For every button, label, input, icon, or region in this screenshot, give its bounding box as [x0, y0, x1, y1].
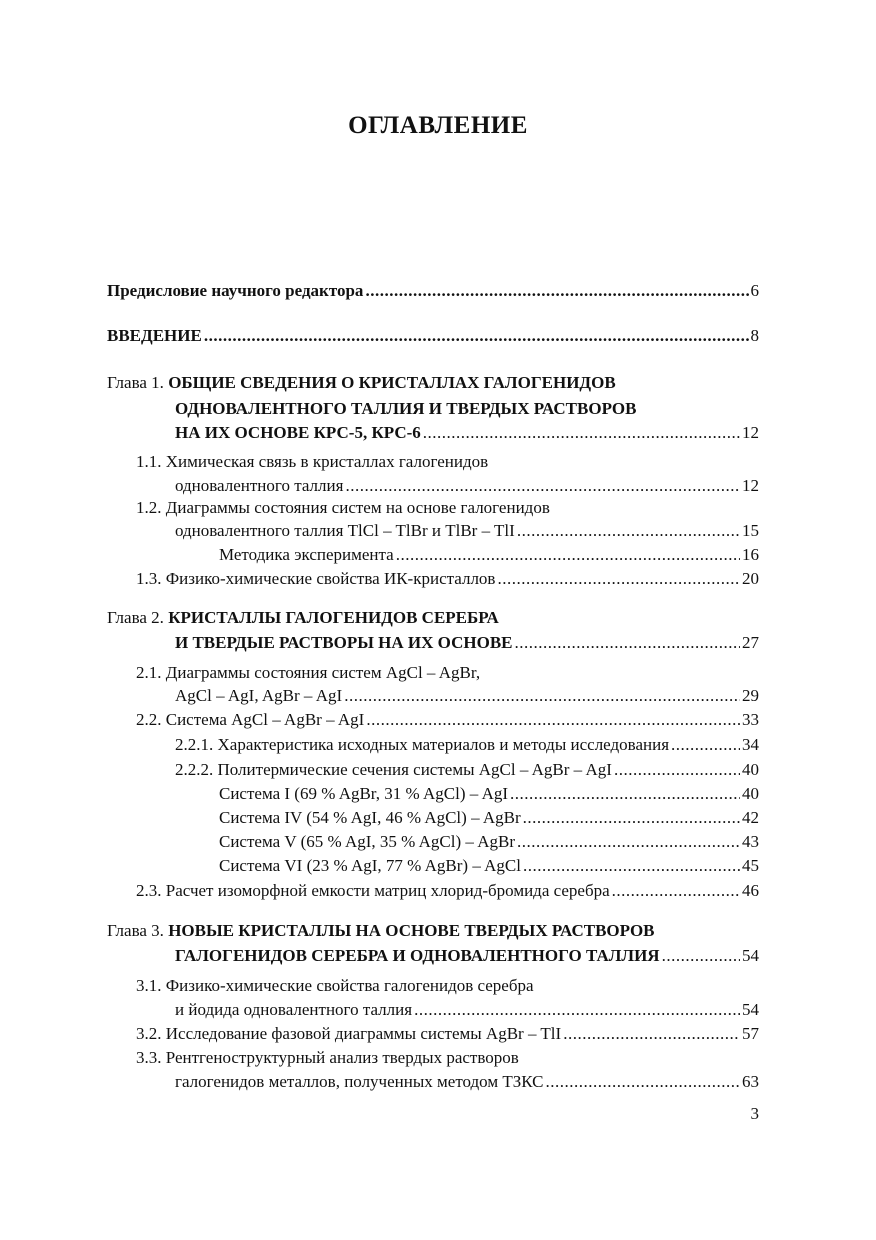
chapter-title-line: И ТВЕРДЫЕ РАСТВОРЫ НА ИХ ОСНОВЕ — [175, 633, 513, 652]
dot-leader — [345, 475, 740, 497]
toc-entry-text: 2.2.2. Политермические сечения системы AgCl – AgBr – AgI — [175, 760, 612, 779]
dot-leader — [614, 759, 740, 781]
chapter-title-line: КРИСТАЛЛЫ ГАЛОГЕНИДОВ СЕРЕБРА — [168, 608, 499, 627]
toc-entry-system-5[interactable] — [219, 831, 759, 853]
toc-entry-system-6[interactable] — [219, 855, 759, 877]
chapter-3-title-end[interactable] — [175, 945, 759, 967]
toc-entry-3-3-end[interactable] — [175, 1071, 759, 1093]
chapter-title-line: ОДНОВАЛЕНТНОГО ТАЛЛИЯ И ТВЕРДЫХ РАСТВОРОВ — [175, 399, 637, 418]
toc-entry-text: ВВЕДЕНИЕ — [107, 326, 202, 345]
toc-page-number: 29 — [742, 686, 759, 705]
dot-leader — [517, 831, 740, 853]
toc-page-number: 6 — [750, 281, 759, 300]
chapter-title-line: НА ИХ ОСНОВЕ КРС-5, КРС-6 — [175, 423, 421, 442]
toc-entry-text: Система VI (23 % AgI, 77 % AgBr) – AgCl — [219, 856, 521, 875]
chapter-label: Глава 2. — [107, 608, 164, 627]
toc-page-number: 40 — [742, 760, 759, 779]
toc-entry-2-1-end[interactable] — [175, 685, 759, 707]
toc-entry-text: Система V (65 % AgI, 35 % AgCl) – AgBr — [219, 832, 515, 851]
page-title: ОГЛАВЛЕНИЕ — [348, 112, 528, 139]
toc-page-number: 15 — [742, 521, 759, 540]
toc-page-number: 45 — [742, 856, 759, 875]
toc-page-number: 43 — [742, 832, 759, 851]
toc-entry-3-1-end[interactable] — [175, 999, 759, 1021]
chapter-2-title-end[interactable] — [175, 632, 759, 654]
toc-entry-preface[interactable] — [107, 280, 759, 302]
chapter-label: Глава 1. — [107, 373, 164, 392]
toc-entry-text: Методика эксперимента — [219, 545, 394, 564]
toc-page-number: 54 — [742, 946, 759, 965]
toc-page-number: 27 — [742, 633, 759, 652]
dot-leader — [423, 422, 740, 444]
toc-entry-1-1[interactable]: 1.1. Химическая связь в кристаллах галогенидов — [136, 452, 489, 471]
toc-entry-1-2-end[interactable] — [175, 520, 759, 542]
chapter-title-line: ГАЛОГЕНИДОВ СЕРЕБРА И ОДНОВАЛЕНТНОГО ТАЛЛИЯ — [175, 946, 660, 965]
dot-leader — [563, 1023, 740, 1045]
dot-leader — [523, 807, 740, 829]
dot-leader — [344, 685, 740, 707]
dot-leader — [546, 1071, 740, 1093]
chapter-2-heading[interactable] — [107, 607, 499, 629]
toc-page-number: 42 — [742, 808, 759, 827]
dot-leader — [523, 855, 740, 877]
toc-page-number: 40 — [742, 784, 759, 803]
toc-entry-2-1[interactable]: 2.1. Диаграммы состояния систем AgCl – AgBr, — [136, 663, 481, 682]
toc-entry-text: 3.2. Исследование фазовой диаграммы системы AgBr – TlI — [136, 1024, 562, 1043]
toc-page-number: 34 — [742, 735, 759, 754]
toc-entry-text: Предисловие научного редактора — [107, 281, 364, 300]
toc-entry-text: 2.3. Расчет изоморфной емкости матриц хлорид-бромида серебра — [136, 881, 610, 900]
dot-leader — [612, 880, 740, 902]
toc-page-number: 46 — [742, 881, 759, 900]
toc-entry-3-2[interactable] — [136, 1023, 759, 1045]
toc-entry-text: AgCl – AgI, AgBr – AgI — [175, 686, 343, 705]
dot-leader — [204, 325, 749, 347]
toc-entry-system-1[interactable] — [219, 783, 759, 805]
toc-entry-2-2-1[interactable] — [175, 734, 759, 756]
toc-entry-introduction[interactable] — [107, 325, 759, 347]
dot-leader — [497, 568, 740, 590]
dot-leader — [366, 709, 740, 731]
dot-leader — [517, 520, 740, 542]
toc-entry-1-2[interactable]: 1.2. Диаграммы состояния систем на основе галогенидов — [136, 498, 550, 517]
toc-entry-text: одновалентного таллия — [175, 476, 344, 495]
chapter-1-title-end[interactable] — [175, 422, 759, 444]
chapter-label: Глава 3. — [107, 921, 164, 940]
chapter-title-line: НОВЫЕ КРИСТАЛЛЫ НА ОСНОВЕ ТВЕРДЫХ РАСТВОРОВ — [168, 921, 655, 940]
toc-page-number: 57 — [742, 1024, 759, 1043]
dot-leader — [515, 632, 740, 654]
toc-entry-text: одновалентного таллия TlCl – TlBr и TlBr – TlI — [175, 521, 515, 540]
toc-entry-text: Система IV (54 % AgI, 46 % AgCl) – AgBr — [219, 808, 521, 827]
dot-leader — [510, 783, 740, 805]
toc-page-number: 33 — [742, 710, 759, 729]
toc-page-number: 54 — [742, 1000, 759, 1019]
toc-page-number: 63 — [742, 1072, 759, 1091]
dot-leader — [414, 999, 740, 1021]
chapter-3-heading[interactable] — [107, 920, 655, 942]
toc-page-number: 8 — [750, 326, 759, 345]
dot-leader — [662, 945, 740, 967]
toc-page-number: 16 — [742, 545, 759, 564]
toc-page-number: 20 — [742, 569, 759, 588]
toc-entry-3-1[interactable]: 3.1. Физико-химические свойства галогенидов серебра — [136, 976, 534, 995]
toc-entry-text: Система I (69 % AgBr, 31 % AgCl) – AgI — [219, 784, 509, 803]
toc-entry-text: галогенидов металлов, полученных методом ТЗКС — [175, 1072, 544, 1091]
toc-entry-text: и йодида одновалентного таллия — [175, 1000, 413, 1019]
dot-leader — [365, 280, 748, 302]
toc-entry-2-2-2[interactable] — [175, 759, 759, 781]
chapter-1-heading[interactable] — [107, 372, 616, 394]
dot-leader — [671, 734, 740, 756]
dot-leader — [396, 544, 740, 566]
toc-entry-system-4[interactable] — [219, 807, 759, 829]
toc-entry-text: 1.3. Физико-химические свойства ИК-кристаллов — [136, 569, 496, 588]
toc-entry-1-3[interactable] — [136, 568, 759, 590]
page-number: 3 — [750, 1104, 759, 1123]
toc-entry-2-2[interactable] — [136, 709, 759, 731]
toc-entry-3-3[interactable]: 3.3. Рентгеноструктурный анализ твердых растворов — [136, 1048, 519, 1067]
toc-entry-method[interactable] — [219, 544, 759, 566]
toc-page-number: 12 — [742, 476, 759, 495]
toc-entry-2-3[interactable] — [136, 880, 759, 902]
toc-page-number: 12 — [742, 423, 759, 442]
toc-entry-1-1-end[interactable] — [175, 475, 759, 497]
toc-entry-text: 2.2. Система AgCl – AgBr – AgI — [136, 710, 365, 729]
chapter-title-line: ОБЩИЕ СВЕДЕНИЯ О КРИСТАЛЛАХ ГАЛОГЕНИДОВ — [168, 373, 616, 392]
toc-entry-text: 2.2.1. Характеристика исходных материалов и методы исследования — [175, 735, 670, 754]
